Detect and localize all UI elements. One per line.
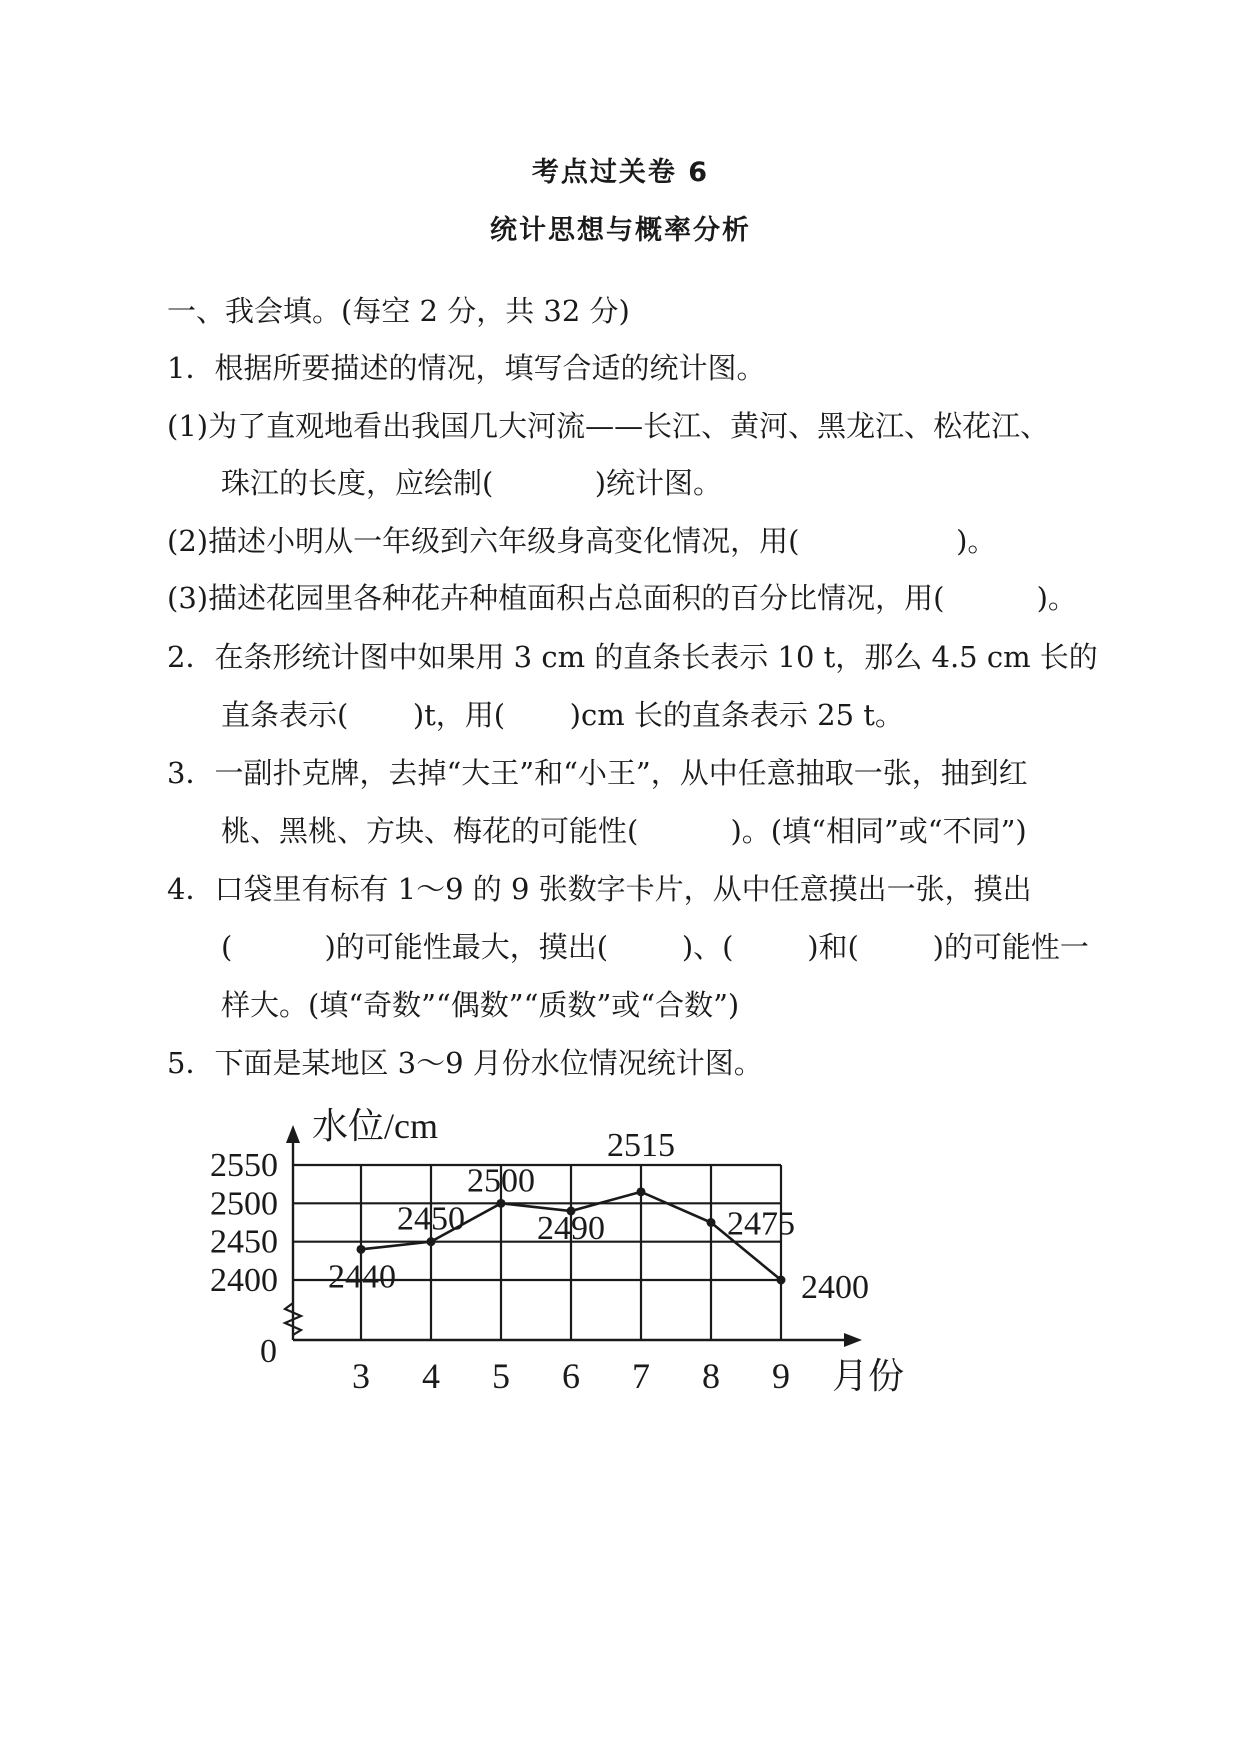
- data-point-3: [357, 1245, 366, 1254]
- x-tick-label-4: 4: [422, 1356, 440, 1396]
- y-axis-arrow: [286, 1125, 300, 1143]
- data-point-5: [497, 1199, 506, 1208]
- question-1-stem: 1．根据所要描述的情况，填写合适的统计图。: [167, 351, 766, 385]
- x-tick-label-5: 5: [492, 1356, 510, 1396]
- data-label-4: 2450: [397, 1200, 465, 1238]
- question-2-line-2: 直条表示( )t，用( )cm 长的直条表示 25 t。: [221, 698, 904, 732]
- data-label-7: 2515: [607, 1126, 675, 1164]
- x-tick-label-3: 3: [352, 1356, 370, 1396]
- y-tick-label-0: 2400: [210, 1262, 278, 1299]
- question-1-part-2: (2)描述小明从一年级到六年级身高变化情况，用( )。: [167, 524, 997, 558]
- y-axis-title: 水位/cm: [312, 1106, 438, 1146]
- x-axis-arrow: [844, 1333, 862, 1347]
- question-4-line-1: 4．口袋里有标有 1～9 的 9 张数字卡片，从中任意摸出一张，摸出: [167, 872, 1032, 906]
- x-tick-label-7: 7: [632, 1356, 650, 1396]
- x-tick-label-6: 6: [562, 1356, 580, 1396]
- question-1-part-3: (3)描述花园里各种花卉种植面积占总面积的百分比情况，用( )。: [167, 581, 1077, 615]
- question-4-line-2: ( )的可能性最大，摸出( )、( )和( )的可能性一: [221, 930, 1089, 964]
- data-label-8: 2475: [727, 1205, 795, 1243]
- question-5-stem: 5．下面是某地区 3～9 月份水位情况统计图。: [167, 1046, 763, 1080]
- data-label-6: 2490: [537, 1210, 605, 1247]
- data-label-3: 2440: [328, 1258, 396, 1296]
- data-label-9: 2400: [801, 1269, 869, 1306]
- data-point-7: [637, 1187, 646, 1196]
- data-label-5: 2500: [467, 1162, 535, 1200]
- x-tick-label-8: 8: [702, 1356, 720, 1396]
- origin-label: 0: [260, 1333, 277, 1370]
- section-heading: 一、我会填。(每空 2 分，共 32 分): [167, 294, 630, 328]
- question-3-line-1: 3．一副扑克牌，去掉“大王”和“小王”，从中任意抽取一张，抽到红: [167, 756, 1028, 790]
- question-3-line-2: 桃、黑桃、方块、梅花的可能性( )。(填“相同”或“不同”): [221, 814, 1027, 848]
- page-subtitle: 统计思想与概率分析: [490, 215, 751, 246]
- data-point-9: [777, 1276, 786, 1285]
- question-4-line-3: 样大。(填“奇数”“偶数”“质数”或“合数”): [221, 988, 740, 1022]
- y-tick-label-2: 2500: [210, 1185, 278, 1223]
- x-tick-label-9: 9: [772, 1356, 790, 1396]
- question-2-line-1: 2．在条形统计图中如果用 3 cm 的直条长表示 10 t，那么 4.5 cm 长的: [167, 640, 1098, 674]
- data-point-8: [707, 1218, 716, 1227]
- data-point-4: [427, 1237, 436, 1246]
- page-title: 考点过关卷 6: [531, 157, 710, 188]
- y-tick-label-1: 2450: [210, 1223, 278, 1261]
- x-axis-title: 月份: [832, 1356, 905, 1396]
- chart-labels: [210, 1106, 904, 1396]
- chart-grid: [293, 1165, 781, 1340]
- y-tick-label-3: 2550: [210, 1147, 278, 1184]
- question-1-part-1-line-2: 珠江的长度，应绘制( )统计图。: [221, 466, 723, 500]
- question-1-part-1-line-1: (1)为了直观地看出我国几大河流——长江、黄河、黑龙江、松花江、: [167, 409, 1050, 443]
